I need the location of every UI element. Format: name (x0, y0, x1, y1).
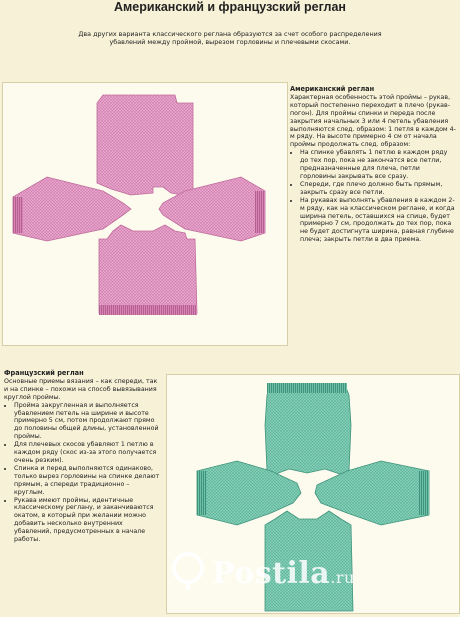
french-bullets (4, 402, 160, 544)
list-item: • На спинке убавлять 1 петлю в каждом ряду до тех пор, пока не закончатся все петли, предназначенные для плеча, петли горловины закрывать все сразу. (300, 149, 456, 181)
list-item: • Спинка и перед выполняются одинаково, только вырез горловины на спинке делают прямым, а спереди традиционно – круглым. (14, 465, 160, 497)
american-heading: Американский реглан (290, 85, 375, 93)
list-item: • Рукава имеют проймы, идентичные классическому реглану, и заканчиваются окатом, в который при желании можно добавить несколько внутренних убавлений, предусмотренных в начале работы. (14, 497, 160, 544)
back-piece (97, 95, 193, 195)
american-raglan-svg (3, 83, 287, 345)
list-item: • Пройма закругленная и выполняется убавлением петель на ширине и высоте примерно 5 см, потом продолжают прямо до половины общей длины, установленной проймы. (14, 402, 160, 442)
american-paragraph: Характерная особенность этой проймы – рукав, который постепенно переходит в плечо (рукав-погон). Для проймы спинки и переда после закрытия начальных 3 или 4 петель убавления выполняются след. образом: 1 петля в каждом 4-м ряду. На высоте примерно 4 см от начала проймы продолжать след. образом: (290, 93, 456, 149)
french-raglan-text (4, 370, 160, 544)
intro-text: Два других варианта классического реглана образуются за счет особого распределения убавлений между проймой, вырезом горловины и плечевыми скосами. (78, 30, 382, 46)
watermark-text: Postila (212, 556, 331, 591)
watermark (212, 556, 355, 591)
list-item: • Спереди, где плечо должно быть прямым, закрыть сразу все петли. (300, 181, 456, 197)
french-heading: Французский реглан (4, 369, 84, 377)
watermark-pin-icon (168, 550, 208, 590)
french-paragraph: Основные приемы вязания – как спереди, так и на спинке – похожи на способ вывязывания круглой проймы. (4, 377, 158, 401)
american-bullets (290, 149, 456, 244)
list-item: • Для плечевых скосов убавляют 1 петлю в каждом ряду (скос из-за этого получается очень резким). (14, 441, 160, 465)
front-piece (99, 225, 197, 315)
american-raglan-diagram (2, 82, 288, 346)
american-raglan-text (290, 86, 456, 244)
back-piece (265, 383, 351, 475)
page-title: Американский и французский реглан (114, 0, 346, 14)
watermark-suffix: .ru (330, 568, 355, 587)
list-item: • На рукавах выполнять убавления в каждом 2-м ряду, как на классическом реглане, и когда ширина петель, оставшихся на спице, будет примерно 7 см, продолжать до тех пор, пока не будет достигнута ширина, равная глубине плеча; закрыть петли в два приема. (300, 197, 456, 244)
